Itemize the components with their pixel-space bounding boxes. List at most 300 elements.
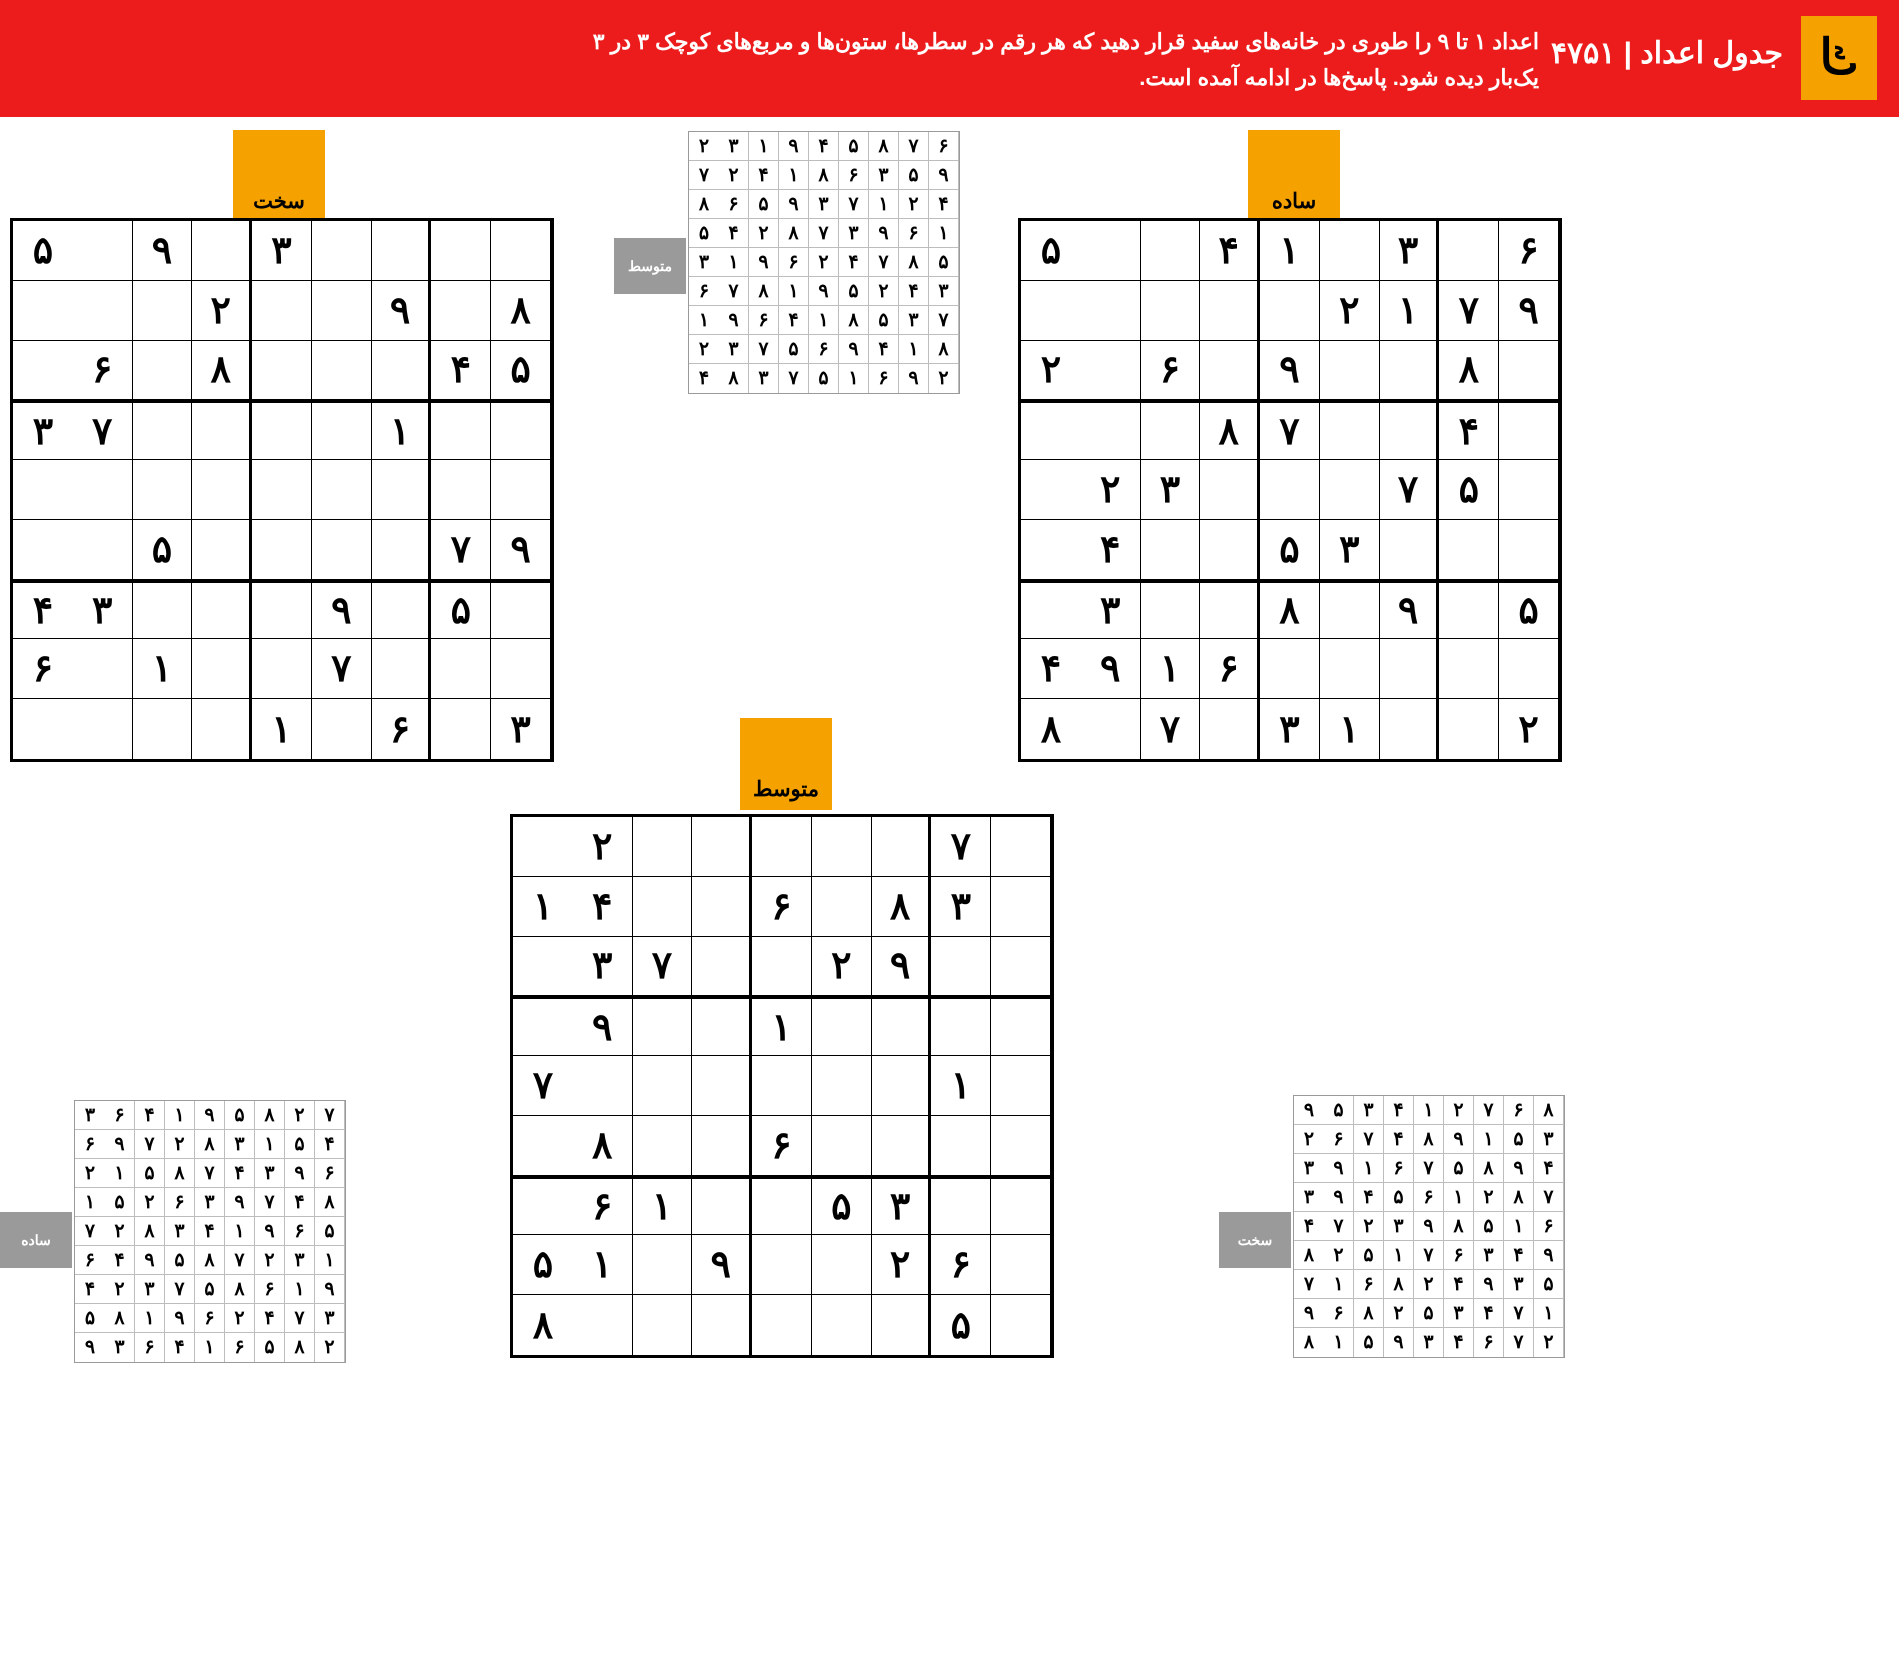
puzzle-cell[interactable] [1141, 580, 1201, 640]
solution-cell: ۷ [1294, 1270, 1324, 1299]
puzzle-grid-medium[interactable] [510, 814, 1054, 1358]
puzzle-cell[interactable] [1141, 281, 1201, 341]
solution-cell: ۹ [165, 1304, 195, 1333]
solution-cell: ۱ [135, 1304, 165, 1333]
solution-cell: ۴ [929, 190, 959, 219]
puzzle-cell[interactable] [192, 520, 252, 580]
solution-cell: ۹ [779, 190, 809, 219]
solution-cell: ۹ [315, 1275, 345, 1304]
puzzle-cell[interactable] [1200, 341, 1260, 401]
puzzle-cell[interactable] [491, 580, 551, 640]
puzzle-cell[interactable] [372, 580, 432, 640]
puzzle-cell[interactable] [312, 460, 372, 520]
puzzle-cell[interactable] [252, 639, 312, 699]
solution-cell: ۲ [1444, 1096, 1474, 1125]
puzzle-cell[interactable] [1499, 639, 1559, 699]
puzzle-cell[interactable] [931, 937, 991, 997]
solution-cell: ۷ [719, 277, 749, 306]
solution-cell: ۵ [839, 277, 869, 306]
puzzle-cell: ۳ [73, 580, 133, 640]
puzzle-cell: ۷ [431, 520, 491, 580]
solution-cell: ۷ [869, 248, 899, 277]
solution-cell: ۴ [698, 368, 710, 389]
solution-cell: ۵ [1354, 1328, 1384, 1357]
puzzle-cell[interactable] [13, 341, 73, 401]
solution-grid-medium [688, 131, 960, 394]
puzzle-cell[interactable] [1439, 520, 1499, 580]
puzzle-cell: ۲ [1021, 341, 1081, 401]
puzzle-cell: ۶ [573, 1176, 633, 1236]
puzzle-cell[interactable] [513, 996, 573, 1056]
puzzle-cell: ۳ [931, 877, 991, 937]
puzzle-cell[interactable] [991, 1116, 1051, 1176]
puzzle-cell[interactable] [491, 639, 551, 699]
solution-cell: ۲ [809, 248, 839, 277]
solution-cell: ۲ [689, 132, 719, 161]
solution-cell: ۹ [779, 132, 809, 161]
solution-cell: ۲ [165, 1130, 195, 1159]
solution-cell: ۱ [195, 1333, 225, 1362]
solution-tag-medium: متوسط [614, 238, 686, 294]
puzzle-cell[interactable] [692, 1176, 752, 1236]
solution-cell: ۷ [1504, 1299, 1534, 1328]
solution-cell: ۶ [719, 190, 749, 219]
puzzle-cell[interactable] [1499, 520, 1559, 580]
puzzle-cell[interactable] [872, 817, 932, 877]
solution-cell: ۹ [1384, 1328, 1414, 1357]
solution-tag-hard: سخت [1219, 1212, 1291, 1268]
puzzle-cell[interactable] [991, 1056, 1051, 1116]
puzzle-cell: ۸ [491, 281, 551, 341]
solution-cell: ۷ [899, 132, 929, 161]
puzzle-cell[interactable] [1081, 699, 1141, 759]
puzzle-cell[interactable] [252, 281, 312, 341]
puzzle-cell[interactable] [312, 341, 372, 401]
puzzle-cell: ۶ [931, 1235, 991, 1295]
puzzle-cell[interactable] [192, 221, 252, 281]
puzzle-cell[interactable] [513, 937, 573, 997]
puzzle-cell[interactable] [73, 460, 133, 520]
puzzle-cell[interactable] [991, 817, 1051, 877]
puzzle-cell[interactable] [1320, 341, 1380, 401]
puzzle-cell: ۱ [573, 1235, 633, 1295]
puzzle-cell[interactable] [752, 1295, 812, 1355]
solution-cell: ۵ [749, 190, 779, 219]
puzzle-cell[interactable] [372, 639, 432, 699]
puzzle-cell[interactable] [1499, 400, 1559, 460]
solution-cell: ۲ [105, 1217, 135, 1246]
solution-cell: ۸ [165, 1159, 195, 1188]
solution-cell: ۹ [1504, 1154, 1534, 1183]
puzzle-cell[interactable] [491, 400, 551, 460]
puzzle-cell[interactable] [1320, 400, 1380, 460]
solution-cell: ۵ [839, 132, 869, 161]
puzzle-cell[interactable] [1380, 520, 1440, 580]
puzzle-cell[interactable] [1141, 221, 1201, 281]
puzzle-cell[interactable] [692, 937, 752, 997]
puzzle-cell[interactable] [13, 281, 73, 341]
solution-cell: ۹ [809, 277, 839, 306]
puzzle-cell: ۳ [1260, 699, 1320, 759]
puzzle-cell: ۷ [1439, 281, 1499, 341]
puzzle-cell[interactable] [192, 460, 252, 520]
puzzle-cell[interactable] [872, 1295, 932, 1355]
puzzle-label-easy: ساده [1248, 130, 1340, 222]
solution-cell: ۷ [135, 1130, 165, 1159]
solution-cell: ۶ [225, 1333, 255, 1362]
puzzle-cell[interactable] [13, 699, 73, 759]
puzzle-cell[interactable] [752, 1056, 812, 1116]
puzzle-cell[interactable] [692, 817, 752, 877]
puzzle-cell[interactable] [513, 1176, 573, 1236]
puzzle-cell[interactable] [991, 1235, 1051, 1295]
puzzle-cell: ۴ [431, 341, 491, 401]
solution-cell: ۳ [105, 1333, 135, 1362]
puzzle-cell[interactable] [931, 1116, 991, 1176]
solution-cell: ۱ [899, 335, 929, 364]
puzzle-cell[interactable] [252, 460, 312, 520]
solution-cell: ۵ [1474, 1212, 1504, 1241]
puzzle-cell[interactable] [13, 460, 73, 520]
puzzle-cell[interactable] [633, 1116, 693, 1176]
puzzle-cell[interactable] [312, 520, 372, 580]
solution-cell: ۶ [749, 306, 779, 335]
puzzle-cell[interactable] [133, 400, 193, 460]
puzzle-cell[interactable] [1141, 400, 1201, 460]
puzzle-cell[interactable] [692, 877, 752, 937]
puzzle-cell: ۹ [1499, 281, 1559, 341]
puzzle-cell[interactable] [312, 221, 372, 281]
puzzle-cell: ۱ [633, 1176, 693, 1236]
puzzle-cell[interactable] [633, 1056, 693, 1116]
puzzle-cell: ۶ [372, 699, 432, 759]
puzzle-cell[interactable] [1260, 281, 1320, 341]
puzzle-cell[interactable] [931, 996, 991, 1056]
puzzle-cell[interactable] [513, 817, 573, 877]
puzzle-cell: ۵ [1499, 580, 1559, 640]
puzzle-cell: ۳ [252, 221, 312, 281]
puzzle-cell[interactable] [1141, 520, 1201, 580]
puzzle-cell: ۷ [633, 937, 693, 997]
puzzle-cell: ۱ [513, 877, 573, 937]
solution-cell: ۱ [929, 219, 959, 248]
puzzle-cell: ۶ [13, 639, 73, 699]
solution-cell: ۵ [75, 1304, 105, 1333]
puzzle-cell: ۹ [133, 221, 193, 281]
solution-cell: ۴ [225, 1159, 255, 1188]
solution-cell: ۸ [1294, 1241, 1324, 1270]
puzzle-cell[interactable] [752, 1176, 812, 1236]
solution-cell: ۶ [779, 248, 809, 277]
solution-cell: ۱ [1534, 1299, 1564, 1328]
puzzle-cell[interactable] [633, 1235, 693, 1295]
solution-cell: ۵ [1384, 1183, 1414, 1212]
solution-cell: ۹ [135, 1246, 165, 1275]
puzzle-cell: ۸ [192, 341, 252, 401]
solution-cell: ۶ [689, 277, 719, 306]
solution-cell: ۵ [899, 161, 929, 190]
puzzle-cell[interactable] [1200, 580, 1260, 640]
puzzle-cell[interactable] [1200, 520, 1260, 580]
puzzle-cell[interactable] [1200, 460, 1260, 520]
solution-cell: ۶ [1474, 1328, 1504, 1357]
puzzle-cell[interactable] [312, 699, 372, 759]
puzzle-cell[interactable] [692, 1056, 752, 1116]
puzzle-cell[interactable] [513, 1116, 573, 1176]
puzzle-cell[interactable] [991, 877, 1051, 937]
puzzle-cell[interactable] [1021, 580, 1081, 640]
solution-cell: ۸ [929, 335, 959, 364]
puzzle-cell[interactable] [1200, 281, 1260, 341]
solution-cell: ۳ [165, 1217, 195, 1246]
puzzle-cell[interactable] [1021, 400, 1081, 460]
solution-cell: ۸ [1504, 1183, 1534, 1212]
puzzle-cell[interactable] [133, 580, 193, 640]
puzzle-cell[interactable] [431, 281, 491, 341]
solution-cell: ۱ [689, 306, 719, 335]
puzzle-cell: ۴ [13, 580, 73, 640]
puzzle-cell[interactable] [991, 996, 1051, 1056]
solution-cell: ۴ [899, 277, 929, 306]
puzzle-cell[interactable] [812, 1116, 872, 1176]
solution-cell: ۶ [869, 364, 899, 393]
puzzle-cell[interactable] [1260, 639, 1320, 699]
puzzle-cell: ۸ [1040, 708, 1062, 751]
solution-cell: ۸ [315, 1188, 345, 1217]
puzzle-cell[interactable] [1320, 580, 1380, 640]
solution-cell: ۸ [285, 1333, 315, 1362]
puzzle-cell[interactable] [1260, 460, 1320, 520]
puzzle-cell[interactable] [133, 341, 193, 401]
solution-cell: ۴ [165, 1333, 195, 1362]
puzzle-cell[interactable] [192, 699, 252, 759]
puzzle-cell[interactable] [1200, 699, 1260, 759]
puzzle-cell[interactable] [931, 1176, 991, 1236]
puzzle-cell: ۸ [1200, 400, 1260, 460]
puzzle-cell[interactable] [1320, 460, 1380, 520]
puzzle-cell: ۸ [872, 877, 932, 937]
solution-cell: ۶ [899, 219, 929, 248]
solution-cell: ۷ [929, 306, 959, 335]
puzzle-cell[interactable] [1081, 281, 1141, 341]
puzzle-cell[interactable] [73, 221, 133, 281]
puzzle-cell[interactable] [812, 996, 872, 1056]
puzzle-cell[interactable] [1081, 221, 1141, 281]
puzzle-cell[interactable] [1439, 639, 1499, 699]
solution-cell: ۲ [719, 161, 749, 190]
publisher-logo [1801, 16, 1877, 100]
puzzle-cell[interactable] [812, 1295, 872, 1355]
puzzle-cell[interactable] [633, 817, 693, 877]
puzzle-cell[interactable] [431, 400, 491, 460]
solution-cell: ۷ [1414, 1154, 1444, 1183]
puzzle-cell[interactable] [812, 1056, 872, 1116]
puzzle-cell[interactable] [252, 520, 312, 580]
solution-cell: ۱ [165, 1101, 195, 1130]
puzzle-cell: ۲ [1499, 699, 1559, 759]
puzzle-cell[interactable] [633, 1295, 693, 1355]
puzzle-cell: ۸ [1260, 580, 1320, 640]
puzzle-cell[interactable] [491, 221, 551, 281]
puzzle-cell: ۱ [372, 400, 432, 460]
puzzle-cell: ۳ [1141, 460, 1201, 520]
puzzle-cell: ۸ [1439, 341, 1499, 401]
page-title: جدول اعداد | ۴۷۵۱ [1550, 37, 1783, 70]
puzzle-cell: ۱ [752, 996, 812, 1056]
solution-cell: ۳ [1444, 1299, 1474, 1328]
solution-cell: ۱ [1324, 1328, 1354, 1357]
puzzle-cell[interactable] [372, 520, 432, 580]
solution-cell: ۳ [1294, 1154, 1324, 1183]
puzzle-cell[interactable] [872, 1056, 932, 1116]
puzzle-cell[interactable] [1439, 580, 1499, 640]
puzzle-cell: ۱ [1141, 639, 1201, 699]
puzzle-cell[interactable] [192, 639, 252, 699]
puzzle-cell[interactable] [312, 281, 372, 341]
solution-cell: ۴ [1354, 1183, 1384, 1212]
puzzle-cell[interactable] [252, 400, 312, 460]
solution-cell: ۶ [839, 161, 869, 190]
puzzle-cell[interactable] [991, 937, 1051, 997]
puzzle-grid-hard[interactable] [10, 218, 554, 762]
puzzle-cell[interactable] [692, 1295, 752, 1355]
puzzle-cell[interactable] [1380, 341, 1440, 401]
puzzle-cell: ۶ [752, 877, 812, 937]
solution-cell: ۳ [899, 306, 929, 335]
puzzle-cell[interactable] [73, 699, 133, 759]
solution-cell: ۸ [1354, 1299, 1384, 1328]
puzzle-cell[interactable] [372, 341, 432, 401]
puzzle-cell[interactable] [1499, 341, 1559, 401]
puzzle-cell[interactable] [752, 1235, 812, 1295]
puzzle-cell: ۸ [532, 1304, 554, 1347]
puzzle-cell: ۲ [812, 937, 872, 997]
solution-cell: ۹ [84, 1337, 96, 1358]
puzzle-cell[interactable] [133, 460, 193, 520]
puzzle-cell[interactable] [1320, 221, 1380, 281]
solution-cell: ۳ [255, 1159, 285, 1188]
puzzle-cell[interactable] [73, 520, 133, 580]
puzzle-cell[interactable] [812, 877, 872, 937]
puzzle-instructions: اعداد ۱ تا ۹ را طوری در خانه‌های سفید قرار دهید که هر رقم در سطرها، ستون‌ها و مربع‌های کوچک ۳ در ۳ یک‌بار دیده شود. پاسخ‌ها در ادامه آمده است. [592, 29, 1539, 91]
puzzle-cell[interactable] [372, 460, 432, 520]
puzzle-cell[interactable] [1021, 520, 1081, 580]
puzzle-cell[interactable] [872, 1116, 932, 1176]
puzzle-cell[interactable] [431, 221, 491, 281]
puzzle-cell[interactable] [1380, 639, 1440, 699]
solution-cell: ۳ [1414, 1328, 1444, 1357]
puzzle-cell: ۶ [73, 341, 133, 401]
puzzle-cell[interactable] [573, 1295, 633, 1355]
puzzle-cell[interactable] [633, 996, 693, 1056]
puzzle-cell[interactable] [1021, 281, 1081, 341]
puzzle-cell[interactable] [752, 937, 812, 997]
solution-tag-easy: ساده [0, 1212, 72, 1268]
solution-cell: ۷ [1474, 1096, 1504, 1125]
solution-cell: ۱ [315, 1246, 345, 1275]
solution-cell: ۷ [315, 1101, 345, 1130]
puzzle-cell[interactable] [491, 460, 551, 520]
puzzle-cell[interactable] [252, 341, 312, 401]
puzzle-cell[interactable] [431, 460, 491, 520]
puzzle-cell[interactable] [312, 400, 372, 460]
puzzle-cell[interactable] [1439, 699, 1499, 759]
puzzle-cell[interactable] [13, 520, 73, 580]
solution-cell: ۴ [1474, 1299, 1504, 1328]
puzzle-cell[interactable] [73, 639, 133, 699]
solution-cell: ۳ [285, 1246, 315, 1275]
puzzle-cell[interactable] [431, 639, 491, 699]
solution-cell: ۷ [285, 1304, 315, 1333]
puzzle-label-hard: سخت [233, 130, 325, 222]
puzzle-cell[interactable] [1320, 639, 1380, 699]
solution-cell: ۶ [75, 1130, 105, 1159]
solution-cell: ۹ [1444, 1125, 1474, 1154]
solution-cell: ۹ [255, 1217, 285, 1246]
solution-cell: ۲ [1474, 1183, 1504, 1212]
solution-cell: ۷ [779, 364, 809, 393]
solution-cell: ۷ [1354, 1125, 1384, 1154]
puzzle-cell[interactable] [1380, 699, 1440, 759]
puzzle-cell: ۵ [133, 520, 193, 580]
puzzle-cell[interactable] [633, 877, 693, 937]
puzzle-cell[interactable] [192, 580, 252, 640]
puzzle-cell[interactable] [991, 1176, 1051, 1236]
puzzle-cell[interactable] [692, 996, 752, 1056]
puzzle-cell[interactable] [1439, 221, 1499, 281]
puzzle-cell: ۴ [1200, 221, 1260, 281]
puzzle-cell[interactable] [991, 1295, 1051, 1355]
solution-cell: ۴ [869, 335, 899, 364]
puzzle-cell[interactable] [73, 281, 133, 341]
solution-cell: ۴ [779, 306, 809, 335]
solution-cell: ۵ [255, 1333, 285, 1362]
solution-cell: ۳ [1504, 1270, 1534, 1299]
puzzle-cell[interactable] [1499, 460, 1559, 520]
puzzle-grid-easy[interactable] [1018, 218, 1562, 762]
puzzle-cell[interactable] [192, 400, 252, 460]
puzzle-cell[interactable] [752, 817, 812, 877]
puzzle-cell[interactable] [1081, 400, 1141, 460]
puzzle-cell[interactable] [1380, 400, 1440, 460]
solution-cell: ۲ [135, 1188, 165, 1217]
puzzle-cell[interactable] [1081, 341, 1141, 401]
solution-cell: ۲ [255, 1246, 285, 1275]
solution-cell: ۲ [1294, 1125, 1324, 1154]
puzzle-cell[interactable] [1021, 460, 1081, 520]
puzzle-cell[interactable] [431, 699, 491, 759]
puzzle-cell[interactable] [573, 1056, 633, 1116]
puzzle-cell[interactable] [133, 699, 193, 759]
puzzle-cell[interactable] [692, 1116, 752, 1176]
solution-cell: ۹ [1324, 1154, 1354, 1183]
puzzle-cell[interactable] [812, 817, 872, 877]
solution-cell: ۵ [869, 306, 899, 335]
puzzle-cell[interactable] [252, 580, 312, 640]
puzzle-cell: ۴ [1439, 400, 1499, 460]
puzzle-cell[interactable] [133, 281, 193, 341]
solution-cell: ۱ [285, 1275, 315, 1304]
puzzle-cell: ۸ [573, 1116, 633, 1176]
solution-cell: ۲ [1384, 1299, 1414, 1328]
puzzle-cell[interactable] [872, 996, 932, 1056]
puzzle-cell: ۳ [13, 400, 73, 460]
puzzle-cell: ۵ [431, 580, 491, 640]
puzzle-cell[interactable] [372, 221, 432, 281]
solution-cell: ۱ [869, 190, 899, 219]
puzzle-cell[interactable] [812, 1235, 872, 1295]
solution-cell: ۷ [1504, 1328, 1534, 1357]
